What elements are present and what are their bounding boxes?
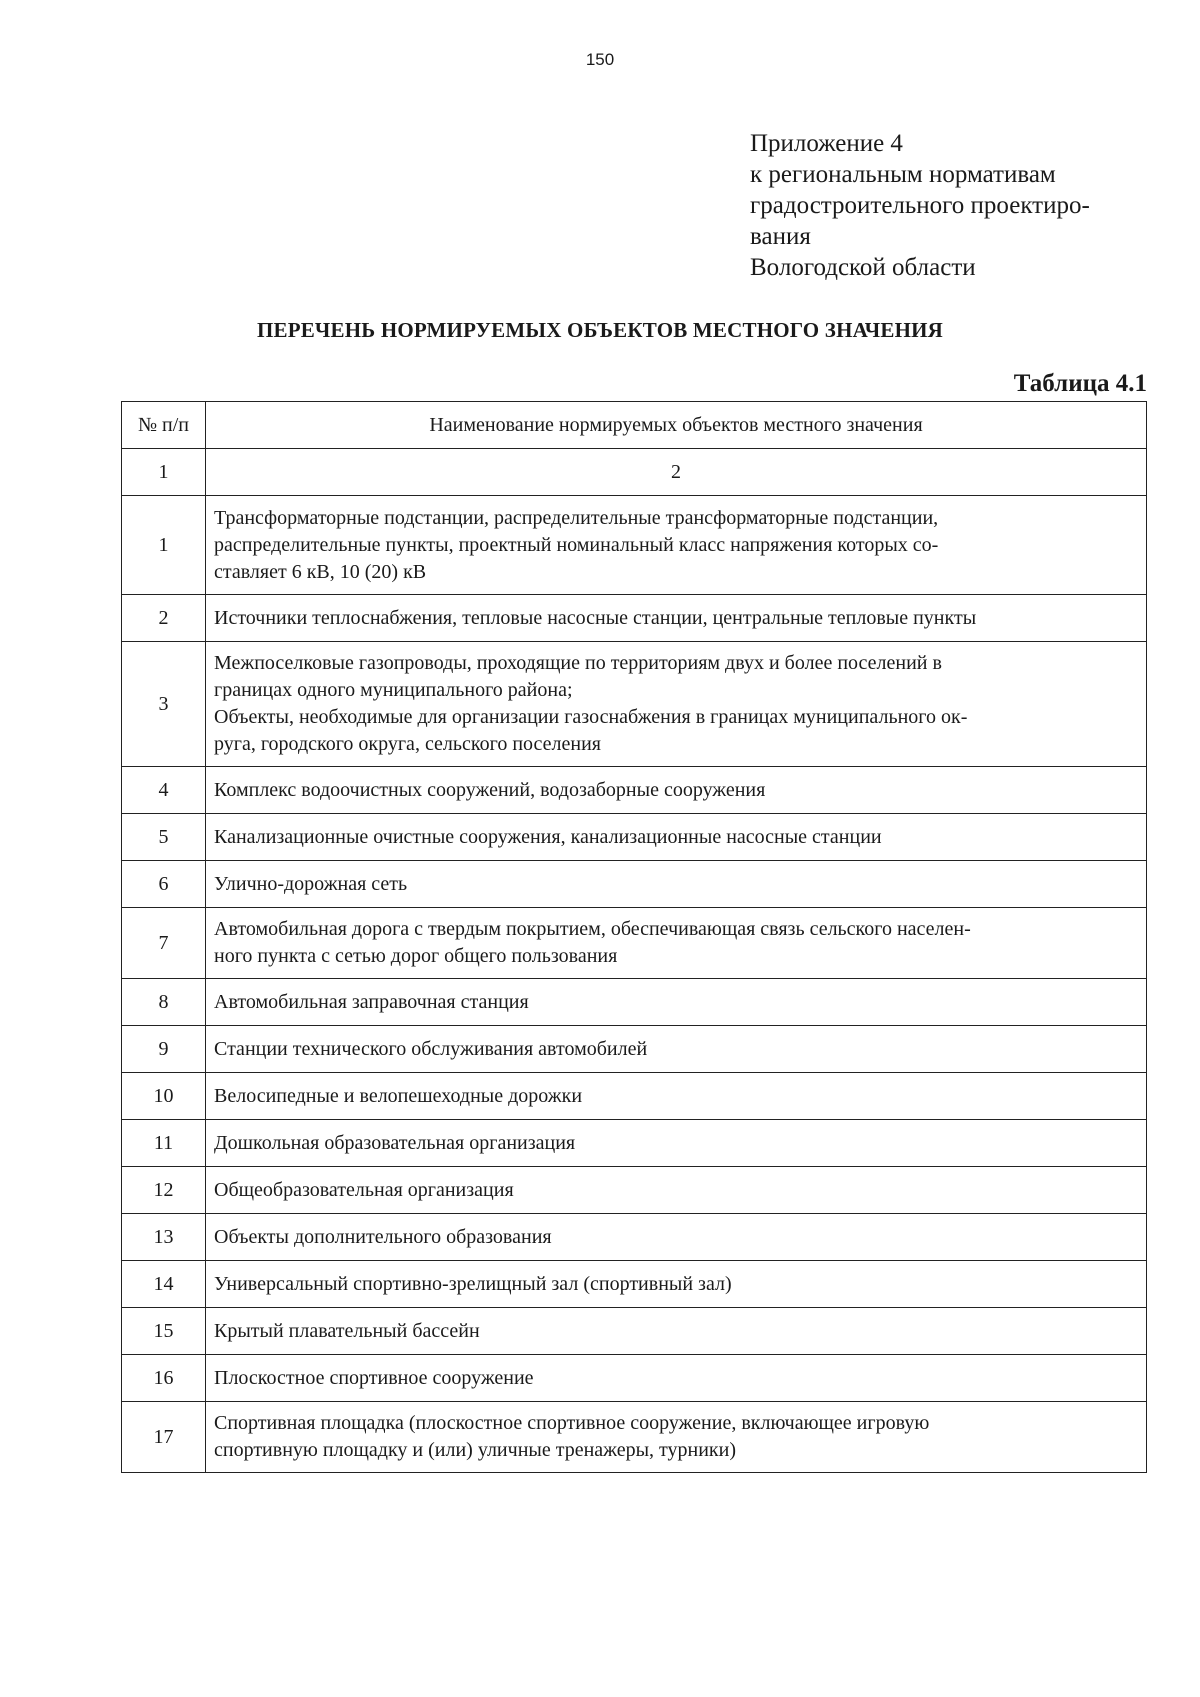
- table-body: [122, 496, 1147, 1473]
- appendix-line: вания: [750, 223, 811, 250]
- object-name-line: спортивную площадку и (или) уличные тренажеры, турники): [214, 1439, 736, 1461]
- row-object-name: [206, 1167, 1147, 1214]
- row-object-name: [206, 1355, 1147, 1402]
- object-name-line: руга, городского округа, сельского поселения: [214, 733, 601, 755]
- document-title: ПЕРЕЧЕНЬ НОРМИРУЕМЫХ ОБЪЕКТОВ МЕСТНОГО ЗНАЧЕНИЯ: [256, 318, 944, 342]
- page-number: 150: [585, 50, 615, 69]
- header-name: Наименование нормируемых объектов местного значения: [206, 402, 1147, 449]
- column-number-1: 1: [122, 449, 206, 496]
- row-number: 2: [122, 595, 206, 642]
- row-object-name: [206, 1261, 1147, 1308]
- object-name-line: Комплекс водоочистных сооружений, водозаборные сооружения: [214, 778, 766, 801]
- object-name-line: Источники теплоснабжения, тепловые насосные станции, центральные тепловые пункты: [214, 606, 977, 629]
- appendix-line: к региональным нормативам: [750, 161, 1056, 188]
- object-name-line: распределительные пункты, проектный номинальный класс напряжения которых со-: [214, 533, 939, 556]
- table-row: [122, 642, 1147, 767]
- row-object-name: [206, 1073, 1147, 1120]
- table-row: [122, 1167, 1147, 1214]
- table-row: [122, 1026, 1147, 1073]
- table-row: [122, 908, 1147, 979]
- object-name-line: ставляет 6 кВ, 10 (20) кВ: [214, 560, 427, 583]
- table-row: [122, 814, 1147, 861]
- row-number: 12: [122, 1167, 206, 1214]
- object-name-line: Спортивная площадка (плоскостное спортивное сооружение, включающее игровую: [214, 1412, 930, 1434]
- object-name-line: Общеобразовательная организация: [214, 1178, 514, 1201]
- object-name-line: Крытый плавательный бассейн: [214, 1319, 480, 1342]
- row-number: 17: [122, 1402, 206, 1473]
- object-name-line: Объекты дополнительного образования: [214, 1225, 552, 1248]
- table-row: [122, 496, 1147, 595]
- appendix-note: [750, 128, 1170, 283]
- table-row: [122, 1261, 1147, 1308]
- row-number: 5: [122, 814, 206, 861]
- row-number: 16: [122, 1355, 206, 1402]
- row-object-name: [206, 1120, 1147, 1167]
- row-number: 11: [122, 1120, 206, 1167]
- row-number: 10: [122, 1073, 206, 1120]
- row-number: 13: [122, 1214, 206, 1261]
- table-column-numbers-row: [122, 449, 1147, 496]
- object-name-line: Объекты, необходимые для организации газоснабжения в границах муниципального ок-: [214, 706, 968, 728]
- row-number: 7: [122, 908, 206, 979]
- row-object-name: [206, 814, 1147, 861]
- row-object-name: [206, 861, 1147, 908]
- appendix-line: Приложение 4: [750, 130, 903, 157]
- row-object-name: [206, 1026, 1147, 1073]
- table-row: [122, 1120, 1147, 1167]
- row-object-name: [206, 595, 1147, 642]
- object-name-line: Плоскостное спортивное сооружение: [214, 1366, 534, 1389]
- object-name-line: Дошкольная образовательная организация: [214, 1131, 576, 1154]
- object-name-line: Автомобильная заправочная станция: [214, 990, 529, 1013]
- object-name-line: ного пункта с сетью дорог общего пользования: [214, 945, 618, 967]
- row-number: 14: [122, 1261, 206, 1308]
- object-name-line: Трансформаторные подстанции, распределительные трансформаторные подстанции,: [214, 506, 939, 529]
- row-number: 15: [122, 1308, 206, 1355]
- header-number: № п/п: [122, 402, 206, 449]
- table-row: [122, 979, 1147, 1026]
- table-row: [122, 767, 1147, 814]
- row-object-name: [206, 908, 1147, 979]
- row-object-name: [206, 767, 1147, 814]
- column-number-2: 2: [206, 449, 1147, 496]
- object-name-line: Универсальный спортивно-зрелищный зал (спортивный зал): [214, 1272, 732, 1295]
- row-object-name: [206, 1308, 1147, 1355]
- object-name-line: Межпоселковые газопроводы, проходящие по территориям двух и более поселений в: [214, 652, 942, 674]
- object-name-line: Велосипедные и велопешеходные дорожки: [214, 1084, 583, 1107]
- table-row: [122, 1073, 1147, 1120]
- row-number: 1: [122, 496, 206, 595]
- row-object-name: [206, 1214, 1147, 1261]
- object-name-line: Улично-дорожная сеть: [214, 872, 408, 895]
- table-row: [122, 1355, 1147, 1402]
- appendix-line: градостроительного проектиро-: [750, 192, 1090, 219]
- object-name-line: Станции технического обслуживания автомобилей: [214, 1037, 648, 1060]
- table-row: [122, 595, 1147, 642]
- row-number: 3: [122, 642, 206, 767]
- table-row: [122, 1402, 1147, 1473]
- row-number: 4: [122, 767, 206, 814]
- row-object-name: [206, 496, 1147, 595]
- table-row: [122, 1214, 1147, 1261]
- appendix-line: Вологодской области: [750, 254, 976, 281]
- row-number: 9: [122, 1026, 206, 1073]
- object-name-line: Канализационные очистные сооружения, канализационные насосные станции: [214, 825, 882, 848]
- object-name-line: Автомобильная дорога с твердым покрытием, обеспечивающая связь сельского населен-: [214, 918, 971, 940]
- object-name-line: границах одного муниципального района;: [214, 679, 573, 701]
- row-number: 8: [122, 979, 206, 1026]
- table-row: [122, 861, 1147, 908]
- table-row: [122, 1308, 1147, 1355]
- table-header-row: [122, 402, 1147, 449]
- table-label: Таблица 4.1: [1013, 370, 1147, 397]
- row-number: 6: [122, 861, 206, 908]
- row-object-name: [206, 979, 1147, 1026]
- row-object-name: [206, 1402, 1147, 1473]
- row-object-name: [206, 642, 1147, 767]
- objects-table: [121, 401, 1147, 1473]
